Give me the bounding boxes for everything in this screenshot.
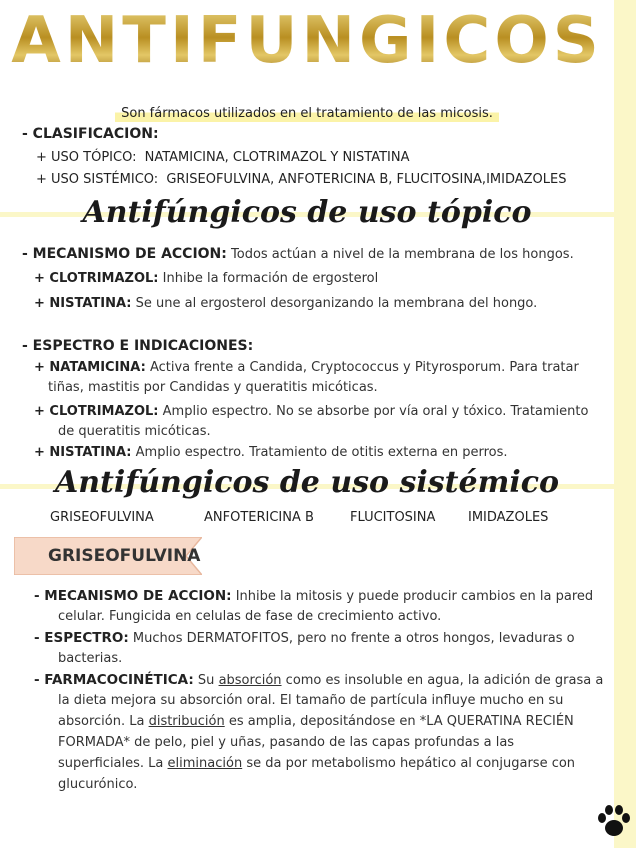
sis-mecanismo-label: - MECANISMO DE ACCION: [34, 588, 232, 604]
paw-icon [596, 804, 632, 838]
drug-griseofulvina: GRISEOFULVINA [50, 510, 154, 525]
clasificacion-sistemico [36, 172, 566, 187]
farma-line-4: FORMADA* de pelo, piel y uñas, pasando de las capas profundas a las [58, 735, 515, 750]
drug-imidazoles: IMIDAZOLES [468, 510, 549, 525]
farma-p3b: es amplia, depositándose en *LA QUERATINA RECIÉN [228, 714, 574, 729]
sistemico-heading: Antifúngicos de uso sistémico [54, 465, 560, 500]
natamicina-text-1: Activa frente a Candida, Cryptococcus y Pityrosporum. Para tratar [149, 360, 579, 375]
natamicina-label: + NATAMICINA: [34, 360, 146, 375]
griseofulvina-ribbon [14, 537, 202, 575]
espectro-heading: - ESPECTRO E INDICACIONES: [22, 338, 254, 354]
nistatina-label: + NISTATINA: [34, 296, 132, 311]
sis-espectro-line-1 [34, 630, 575, 646]
subtitle: Son fármacos utilizados en el tratamiento de las micosis. [115, 105, 499, 122]
nistatina2-line [34, 445, 508, 460]
clotrimazol2-text-2: de queratitis micóticas. [58, 424, 211, 439]
natamicina-text-2: tiñas, mastitis por Candidas y queratitis micóticas. [48, 380, 378, 395]
clotrimazol-label: + CLOTRIMAZOL: [34, 271, 159, 286]
farma-eliminacion: eliminación [167, 756, 243, 771]
farma-p5b: se da por metabolismo hepático al conjugarse con [246, 756, 576, 771]
sistemico-value: GRISEOFULVINA, ANFOTERICINA B, FLUCITOSINA,IMIDAZOLES [166, 172, 567, 187]
right-margin-stripe [614, 0, 636, 848]
farma-line-6: glucurónico. [58, 777, 138, 792]
topico-mecanismo-text: Todos actúan a nivel de la membrana de los hongos. [231, 247, 574, 262]
clasificacion-heading: - CLASIFICACION: [22, 126, 159, 142]
clotrimazol2-text-1: Amplio espectro. No se absorbe por vía oral y tóxico. Tratamiento [162, 404, 589, 419]
farma-label: - FARMACOCINÉTICA: [34, 672, 194, 688]
sis-mecanismo-text-2: celular. Fungicida en celulas de fase de crecimiento activo. [58, 609, 442, 624]
nistatina2-text: Amplio espectro. Tratamiento de otitis externa en perros. [135, 445, 508, 460]
farma-p3a: absorción. La [58, 714, 145, 729]
topico-label: + USO TÓPICO: [36, 150, 137, 165]
clotrimazol2-line-1 [34, 404, 588, 419]
page-title: ANTIFUNGICOS [0, 6, 614, 76]
clotrimazol-text: Inhibe la formación de ergosterol [162, 271, 379, 286]
sis-espectro-text-1: Muchos DERMATOFITOS, pero no frente a otros hongos, levaduras o [132, 631, 575, 646]
farma-line-5 [58, 756, 575, 771]
topico-clotrimazol [34, 271, 378, 286]
topico-mecanismo [22, 246, 574, 262]
nistatina-text: Se une al ergosterol desorganizando la membrana del hongo. [135, 296, 538, 311]
farma-p1b: como es insoluble en agua, la adición de grasa a [285, 673, 604, 688]
nistatina2-label: + NISTATINA: [34, 445, 132, 460]
sistemico-label: + USO SISTÉMICO: [36, 172, 159, 187]
farma-line-2: la dieta mejora su absorción oral. El tamaño de partícula influye mucho en su [58, 693, 564, 708]
farma-p1a: Su [197, 673, 215, 688]
topico-value: NATAMICINA, CLOTRIMAZOL Y NISTATINA [144, 150, 410, 165]
clasificacion-topico [36, 150, 410, 165]
drug-flucitosina: FLUCITOSINA [350, 510, 436, 525]
topico-nistatina [34, 296, 537, 311]
sis-mecanismo-text-1: Inhibe la mitosis y puede producir cambios en la pared [235, 589, 594, 604]
farma-line-3 [58, 714, 574, 729]
farma-p5a: superficiales. La [58, 756, 164, 771]
drug-anfotericina: ANFOTERICINA B [204, 510, 314, 525]
farma-absorcion: absorción [218, 673, 282, 688]
clotrimazol2-label: + CLOTRIMAZOL: [34, 404, 159, 419]
topico-heading: Antifúngicos de uso tópico [82, 195, 532, 230]
farma-line-1 [34, 672, 603, 688]
topico-mecanismo-label: - MECANISMO DE ACCION: [22, 246, 227, 262]
sis-espectro-text-2: bacterias. [58, 651, 123, 666]
natamicina-line-1 [34, 360, 579, 375]
sis-espectro-label: - ESPECTRO: [34, 630, 129, 646]
sis-mecanismo-line-1 [34, 588, 593, 604]
farma-distribucion: distribución [148, 714, 225, 729]
ribbon-label: GRISEOFULVINA [48, 546, 201, 566]
subtitle-wrap [0, 102, 614, 122]
